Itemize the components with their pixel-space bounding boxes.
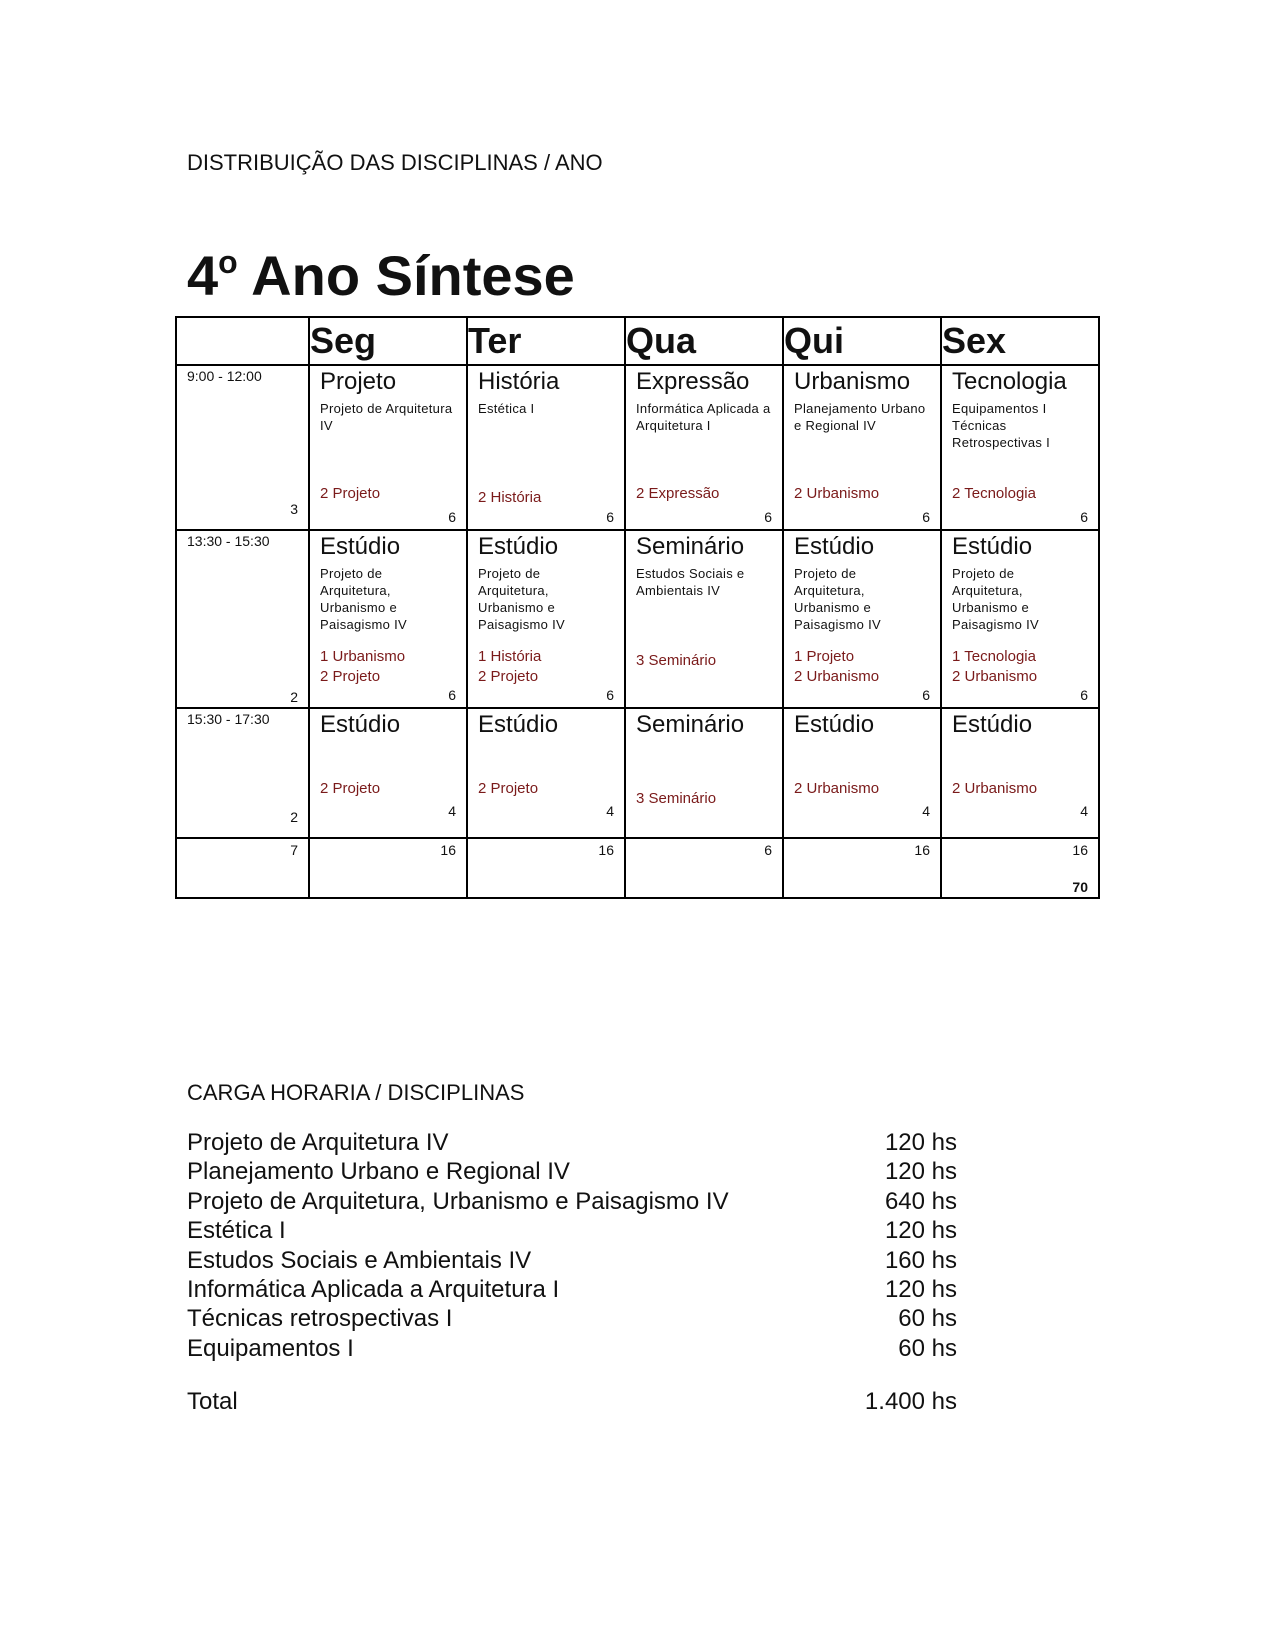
day-header: Qui [783, 317, 941, 365]
discipline-name: Informática Aplicada a Arquitetura I [187, 1276, 560, 1304]
cell-hours: 6 [606, 509, 614, 525]
day-total-cell [625, 838, 783, 898]
cell-hours: 4 [448, 803, 456, 819]
list-item [187, 1334, 957, 1363]
schedule-cell [309, 365, 467, 530]
cell-hours: 6 [922, 687, 930, 703]
schedule-table [175, 316, 1100, 899]
cell-hours: 6 [922, 509, 930, 525]
cell-group [794, 647, 879, 687]
discipline-hours: 60 hs [898, 1334, 957, 1362]
cell-title: Estúdio [320, 533, 401, 560]
list-item [187, 1128, 957, 1157]
discipline-hours: 60 hs [898, 1305, 957, 1333]
list-item [187, 1157, 957, 1186]
year-number: 4 [187, 244, 219, 307]
time-slot: 15:30 - 17:30 [187, 711, 270, 727]
schedule-row [176, 530, 1099, 708]
schedule-cell [625, 708, 783, 838]
cell-group: 2 Projeto [320, 780, 381, 797]
schedule-row [176, 708, 1099, 838]
workload-heading: CARGA HORARIA / DISCIPLINAS [187, 1080, 525, 1105]
schedule-cell [941, 365, 1099, 530]
cell-group-line: 1 Urbanismo [320, 648, 406, 665]
schedule-cell [467, 708, 625, 838]
cell-group-line: 1 História [478, 648, 542, 665]
cell-group: 2 Projeto [478, 780, 539, 797]
day-total: 16 [598, 842, 614, 858]
cell-hours: 6 [448, 687, 456, 703]
discipline-name: Equipamentos I [187, 1334, 354, 1362]
cell-title: Seminário [636, 533, 745, 560]
cell-group-line: 2 Projeto [320, 668, 381, 685]
cell-description: Estética I [478, 401, 535, 416]
totals-row [176, 838, 1099, 898]
year-ordinal: o [218, 244, 238, 280]
discipline-name: Projeto de Arquitetura, Urbanismo e Paisagismo IV [187, 1187, 729, 1215]
list-item [187, 1187, 957, 1216]
discipline-hours: 120 hs [884, 1129, 957, 1156]
schedule-cell [625, 530, 783, 708]
cell-title: Estúdio [952, 533, 1033, 560]
cell-title: Seminário [636, 711, 745, 738]
cell-hours: 6 [448, 509, 456, 525]
cell-hours: 6 [1080, 509, 1088, 525]
cell-description: Projeto de Arquitetura, Urbanismo e Paisagismo IV [478, 566, 565, 632]
time-slot: 13:30 - 15:30 [187, 533, 270, 549]
schedule-cell [941, 530, 1099, 708]
schedule-cell [783, 530, 941, 708]
discipline-name: Planejamento Urbano e Regional IV [187, 1158, 570, 1186]
time-cell [176, 708, 309, 838]
cell-title: Estúdio [794, 711, 875, 738]
schedule-cell [467, 365, 625, 530]
schedule-cell [467, 530, 625, 708]
schedule-cell [783, 365, 941, 530]
cell-group [952, 647, 1037, 687]
discipline-name: Técnicas retrospectivas I [187, 1305, 453, 1333]
header-corner [176, 317, 309, 365]
day-total: 16 [440, 842, 456, 858]
discipline-hours: 120 hs [884, 1276, 957, 1304]
cell-title: Estúdio [478, 711, 559, 738]
total-label: Total [187, 1388, 238, 1415]
cell-group: 3 Seminário [636, 790, 717, 807]
cell-title: Urbanismo [794, 368, 911, 395]
day-total-cell [467, 838, 625, 898]
cell-group-line: 2 Urbanismo [794, 668, 880, 685]
cell-title: Projeto [320, 368, 397, 395]
cell-title: Estúdio [794, 533, 875, 560]
schedule-header-row [176, 317, 1099, 365]
page-heading: DISTRIBUIÇÃO DAS DISCIPLINAS / ANO [187, 150, 603, 175]
discipline-hours: 160 hs [884, 1246, 957, 1274]
time-slot: 9:00 - 12:00 [187, 368, 262, 384]
cell-hours: 4 [606, 803, 614, 819]
cell-description: Estudos Sociais e Ambientais IV [636, 566, 745, 598]
cell-group [320, 647, 405, 687]
cell-group: 2 Tecnologia [952, 485, 1036, 502]
list-item [187, 1275, 957, 1304]
time-cell [176, 365, 309, 530]
cell-description: Equipamentos I Técnicas Retrospectivas I [952, 401, 1051, 450]
list-item [187, 1216, 957, 1245]
cell-group-line: 1 Tecnologia [952, 648, 1036, 665]
cell-hours: 6 [1080, 687, 1088, 703]
list-item [187, 1304, 957, 1333]
grand-total: 70 [1072, 879, 1088, 895]
discipline-hours: 640 hs [884, 1187, 957, 1215]
schedule-cell [783, 708, 941, 838]
cell-group-line: 2 Projeto [478, 668, 539, 685]
cell-group: 2 História [478, 489, 542, 506]
discipline-hours: 120 hs [884, 1217, 957, 1245]
cell-description: Projeto de Arquitetura IV [320, 401, 453, 433]
cell-group: 3 Seminário [636, 652, 717, 669]
schedule-cell [309, 530, 467, 708]
cell-title: Estúdio [952, 711, 1033, 738]
cell-group: 2 Urbanismo [952, 780, 1038, 797]
day-header: Qua [625, 317, 783, 365]
cell-hours: 4 [922, 803, 930, 819]
list-item [187, 1246, 957, 1275]
cell-description: Projeto de Arquitetura, Urbanismo e Paisagismo IV [320, 566, 407, 632]
discipline-name: Estudos Sociais e Ambientais IV [187, 1246, 532, 1274]
cell-group: 2 Urbanismo [794, 780, 880, 797]
day-header: Ter [467, 317, 625, 365]
cell-description: Projeto de Arquitetura, Urbanismo e Paisagismo IV [794, 566, 881, 632]
cell-group: 2 Urbanismo [794, 485, 880, 502]
cell-description: Informática Aplicada a Arquitetura I [636, 401, 771, 433]
year-title-rest: Ano Síntese [237, 244, 575, 307]
cell-group-line: 2 Urbanismo [952, 668, 1038, 685]
year-title [187, 244, 575, 307]
slot-count: 3 [290, 501, 298, 517]
total-hours: 1.400 hs [864, 1388, 957, 1415]
cell-group-line: 1 Projeto [794, 648, 855, 665]
day-total: 16 [914, 842, 930, 858]
schedule-cell [309, 708, 467, 838]
workload-total [187, 1388, 957, 1416]
total-count: 7 [290, 842, 298, 858]
day-total-cell [941, 838, 1099, 898]
cell-title: Expressão [636, 368, 750, 395]
cell-description: Projeto de Arquitetura, Urbanismo e Paisagismo IV [952, 566, 1039, 632]
slot-count: 2 [290, 809, 298, 825]
day-total: 16 [1072, 842, 1088, 858]
day-total: 6 [764, 842, 772, 858]
cell-group: 2 Projeto [320, 485, 381, 502]
discipline-hours: 120 hs [884, 1158, 957, 1186]
day-total-cell [783, 838, 941, 898]
cell-group: 2 Expressão [636, 485, 720, 502]
discipline-name: Estética I [187, 1217, 286, 1245]
day-header: Seg [309, 317, 467, 365]
discipline-name: Projeto de Arquitetura IV [187, 1129, 449, 1156]
cell-hours: 4 [1080, 803, 1088, 819]
slot-count: 2 [290, 689, 298, 705]
day-header: Sex [941, 317, 1099, 365]
cell-description: Planejamento Urbano e Regional IV [794, 401, 926, 433]
cell-title: Tecnologia [952, 368, 1067, 395]
cell-hours: 6 [764, 509, 772, 525]
cell-title: História [478, 368, 560, 395]
cell-title: Estúdio [320, 711, 401, 738]
cell-group [478, 647, 541, 687]
schedule-cell [941, 708, 1099, 838]
cell-hours: 6 [606, 687, 614, 703]
time-cell [176, 530, 309, 708]
schedule-row [176, 365, 1099, 530]
cell-title: Estúdio [478, 533, 559, 560]
schedule-cell [625, 365, 783, 530]
workload-list [187, 1128, 957, 1363]
totals-count-cell [176, 838, 309, 898]
day-total-cell [309, 838, 467, 898]
